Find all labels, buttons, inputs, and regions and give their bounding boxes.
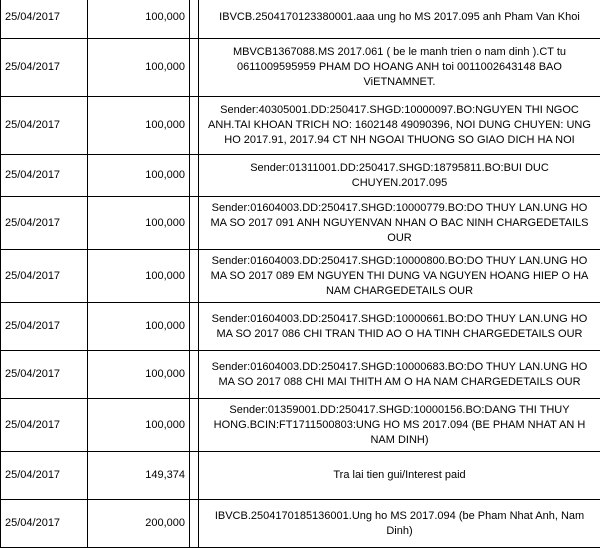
spacer-cell <box>190 39 199 97</box>
amount-cell: 200,000 <box>88 500 190 548</box>
amount-cell: 100,000 <box>88 197 190 250</box>
spacer-cell <box>190 97 199 155</box>
spacer-cell <box>190 399 199 452</box>
spacer-cell <box>190 155 199 197</box>
table-row <box>1 351 600 399</box>
table-row <box>1 197 600 250</box>
amount-cell: 100,000 <box>88 39 190 97</box>
amount-cell: 100,000 <box>88 250 190 303</box>
date-cell: 25/04/2017 <box>1 197 88 250</box>
table-row <box>1 97 600 155</box>
description-cell: Sender:01604003.DD:250417.SHGD:10000779.BO:DO THUY LAN.UNG HO MA SO 2017 091 ANH NGUYENVAN NHAN O BAC NINH CHARGEDETAILS OUR <box>199 197 600 250</box>
spacer-cell <box>190 0 199 39</box>
spacer-cell <box>190 500 199 548</box>
description-cell: Sender:01311001.DD:250417.SHGD:18795811.BO:BUI DUC CHUYEN.2017.095 <box>199 155 600 197</box>
table-row <box>1 250 600 303</box>
amount-cell: 149,374 <box>88 452 190 500</box>
description-cell: IBVCB.2504170123380001.aaa ung ho MS 2017.095 anh Pham Van Khoi <box>199 0 600 39</box>
table-row <box>1 399 600 452</box>
date-cell: 25/04/2017 <box>1 39 88 97</box>
table-row <box>1 500 600 548</box>
date-cell: 25/04/2017 <box>1 97 88 155</box>
spacer-cell <box>190 452 199 500</box>
table-row <box>1 155 600 197</box>
amount-cell: 100,000 <box>88 351 190 399</box>
spacer-cell <box>190 303 199 351</box>
table-row <box>1 452 600 500</box>
date-cell: 25/04/2017 <box>1 500 88 548</box>
description-cell: Sender:01604003.DD:250417.SHGD:10000800.BO:DO THUY LAN.UNG HO MA SO 2017 089 EM NGUYEN THI DUNG VA NGUYEN HOANG HIEP O HA NAM CHARGEDETAILS OUR <box>199 250 600 303</box>
date-cell: 25/04/2017 <box>1 399 88 452</box>
amount-cell: 100,000 <box>88 0 190 39</box>
description-cell: Sender:01359001.DD:250417.SHGD:10000156.BO:DANG THI THUY HONG.BCIN:FT1711500803:UNG HO MS 2017.094 (BE PHAM NHAT AN H NAM DINH) <box>199 399 600 452</box>
spacer-cell <box>190 250 199 303</box>
date-cell: 25/04/2017 <box>1 0 88 39</box>
description-cell: Sender:01604003.DD:250417.SHGD:10000683.BO:DO THUY LAN.UNG HO MA SO 2017 088 CHI MAI THITH AM O HA NAM CHARGEDETAILS OUR <box>199 351 600 399</box>
date-cell: 25/04/2017 <box>1 452 88 500</box>
amount-cell: 100,000 <box>88 303 190 351</box>
table-row <box>1 0 600 39</box>
description-cell: Sender:40305001.DD:250417.SHGD:10000097.BO:NGUYEN THI NGOC ANH.TAI KHOAN TRICH NO: 1602148 49090396, NOI DUNG CHUYEN: UNG HO 2017.91, 2017.94 CT NH NGOAI THUONG SO GIAO DICH HA NOI <box>199 97 600 155</box>
description-cell: MBVCB1367088.MS 2017.061 ( be le manh trien o nam dinh ).CT tu 0611009595959 PHAM DO HOANG ANH toi 0011002643148 BAO ViETNAMNET. <box>199 39 600 97</box>
date-cell: 25/04/2017 <box>1 303 88 351</box>
spacer-cell <box>190 351 199 399</box>
description-cell: IBVCB.2504170185136001.Ung ho MS 2017.094 (be Pham Nhat Anh, Nam Dinh) <box>199 500 600 548</box>
spacer-cell <box>190 197 199 250</box>
amount-cell: 100,000 <box>88 399 190 452</box>
date-cell: 25/04/2017 <box>1 250 88 303</box>
description-cell: Tra lai tien gui/Interest paid <box>199 452 600 500</box>
table-row <box>1 39 600 97</box>
description-cell: Sender:01604003.DD:250417.SHGD:10000661.BO:DO THUY LAN.UNG HO MA SO 2017 086 CHI TRAN THID AO O HA TINH CHARGEDETAILS OUR <box>199 303 600 351</box>
table-row <box>1 303 600 351</box>
date-cell: 25/04/2017 <box>1 351 88 399</box>
amount-cell: 100,000 <box>88 97 190 155</box>
date-cell: 25/04/2017 <box>1 155 88 197</box>
amount-cell: 100,000 <box>88 155 190 197</box>
